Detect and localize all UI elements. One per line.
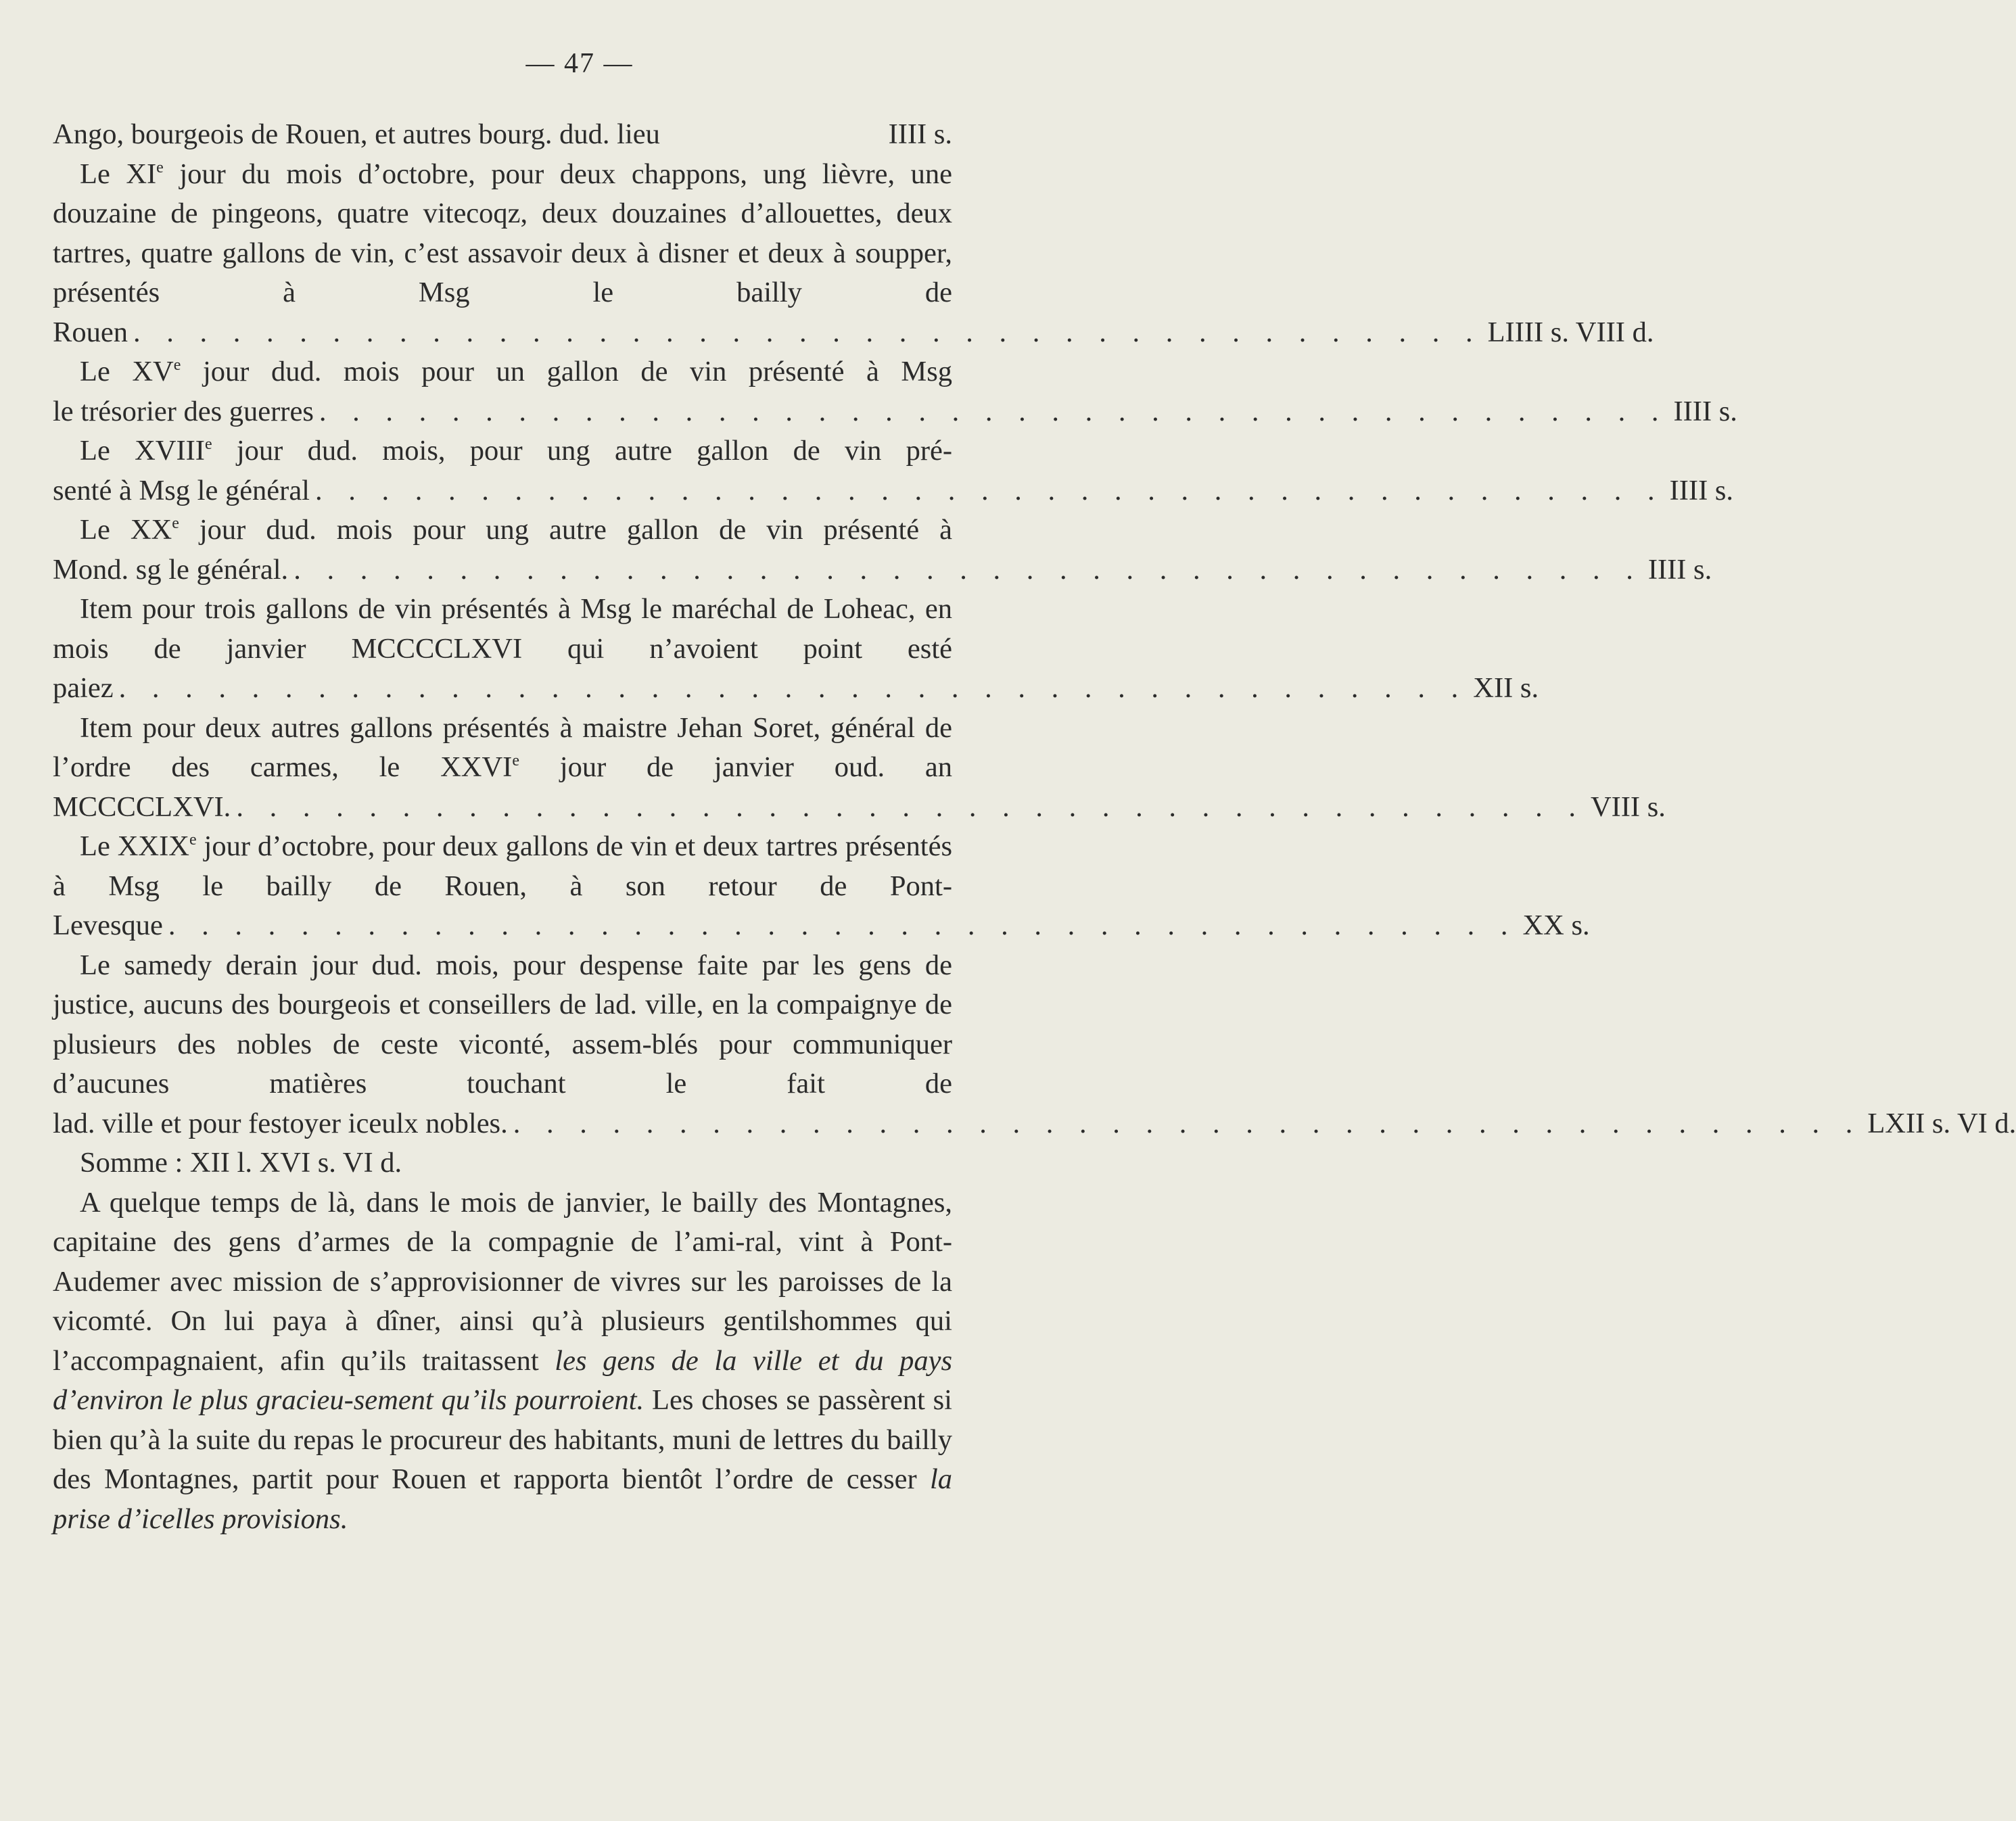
somme-line: Somme : XII l. XVI s. VI d. [80,1147,402,1179]
entry-amount: XII s. [1473,672,1539,704]
paragraph: Item pour deux autres gallons présentés à maistre Jehan Soret, général de l’ordre des carmes, le XXVIe jour de janvier oud. an [53,711,953,783]
entry-line: Levesque . . . . . . . . . . . . . . . . . . . . . . . . . . . . . . . . . . . . . . . . . XX s. [53,906,952,946]
entry-amount: XX s. [1522,909,1590,941]
page-number: — 47 — [525,48,634,79]
dot-leader: . . . . . . . . . . . . . . . . . . . . . . . . . . . . . . . . . . . . . . . . . [513,1107,1862,1139]
entry-line: senté à Msg le général . . . . . . . . . . . . . . . . . . . . . . . . . . . . . . . . . . . . . . . . . IIII s. [53,471,952,511]
entry-text: Ango, bourgeois de Rouen, et autres bourg. dud. lieu [53,118,660,150]
dot-leader: . . . . . . . . . . . . . . . . . . . . . . . . . . . . . . . . . . . . . . . . . [168,909,1518,941]
paragraph: Le XVe jour dud. mois pour un gallon de vin présenté à Msg [80,356,953,387]
paragraph: Le samedy derain jour dud. mois, pour despense faite par les gens de justice, aucuns des bourgeois et conseillers de lad. ville, en la compaignye de plusieurs des nobles de ceste viconté, assem-blés pour communiquer d’aucunes matières touchant le fait de [53,949,952,1099]
entry-amount: LIIII s. VIII d. [1487,316,1654,348]
dot-leader: . . . . . . . . . . . . . . . . . . . . . . . . . . . . . . . . . . . . . . . . . [315,474,1664,506]
quotation-italic: les gens de la ville et du pays d’environ le plus gracieu-sement qu’ils pourroient. [53,1344,952,1416]
entry-amount: VIII s. [1590,790,1666,823]
entry-line: paiez . . . . . . . . . . . . . . . . . . . . . . . . . . . . . . . . . . . . . . . . . XII s. [53,669,952,709]
narrative-paragraph: A quelque temps de là, dans le mois de janvier, le bailly des Montagnes, capitaine des gens d’armes de la compagnie de l’ami-ral, vint à Pont-Audemer avec mission de s’approvisionner de vivres sur les paroisses de la vicomté. On lui paya à dîner, ainsi qu’à plusieurs gentilshommes qui l’accompagnaient, afin qu’ils traitassent les gens de la ville et du pays d’environ le plus gracieu-sement qu’ils pourroient. Les choses se passèrent si bien qu’à la suite du repas le procureur des habitants, muni de lettres du bailly des Montagnes, partit pour Rouen et rapporta bientôt l’ordre de cesser la prise d’icelles provisions. [53,1186,952,1535]
entry-line: Rouen . . . . . . . . . . . . . . . . . . . . . . . . . . . . . . . . . . . . . . . . . LIIII s. VIII d. [53,313,952,353]
dot-leader: . . . . . . . . . . . . . . . . . . . . . . . . . . . . . . . . . . . . . . . . . [319,395,1668,427]
entry-amount: IIII s. [1647,553,1712,586]
entry-line [53,115,952,155]
entry-amount: LXII s. VI d. [1867,1107,2016,1139]
paragraph: Item pour trois gallons de vin présentés à Msg le maréchal de Loheac, en mois de janvier MCCCCLXVI qui n’avoient point esté [53,593,952,665]
paragraph: Le XXe jour dud. mois pour ung autre gallon de vin présenté à [80,514,953,546]
entry-amount: IIII s. [888,118,952,150]
entry-line: lad. ville et pour festoyer iceulx nobles. . . . . . . . . . . . . . . . . . . . . . . . . . . . . . . . . . . . . . . . . . LXII s. VI d. [53,1104,952,1144]
entry-line: le trésorier des guerres . . . . . . . . . . . . . . . . . . . . . . . . . . . . . . . . . . . . . . . . . IIII s. [53,392,952,432]
paragraph: Le XIe jour du mois d’octobre, pour deux chappons, ung lièvre, une douzaine de pingeons, quatre vitecoqz, deux douzaines d’allouettes, deux tartres, quatre gallons de vin, c’est assavoir deux à disner et deux à soupper, présentés à Msg le bailly de [53,158,952,308]
entry-line: Mond. sg le général. . . . . . . . . . . . . . . . . . . . . . . . . . . . . . . . . . . . . . . . . . IIII s. [53,550,952,590]
dot-leader: . . . . . . . . . . . . . . . . . . . . . . . . . . . . . . . . . . . . . . . . . [118,672,1468,704]
dot-leader: . . . . . . . . . . . . . . . . . . . . . . . . . . . . . . . . . . . . . . . . . [294,553,1643,586]
paragraph: Le XXIXe jour d’octobre, pour deux gallons de vin et deux tartres présentés à Msg le bailly de Rouen, à son retour de Pont- [53,830,952,902]
quotation-italic: la prise d’icelles provisions. [53,1463,952,1535]
entry-amount: IIII s. [1669,474,1734,506]
entry-line: MCCCCLXVI. . . . . . . . . . . . . . . . . . . . . . . . . . . . . . . . . . . . . . . . . . VIII s. [53,788,952,828]
paragraph: Le XVIIIe jour dud. mois, pour ung autre gallon de vin pré- [80,435,952,467]
entry-amount: IIII s. [1673,395,1737,427]
dot-leader: . . . . . . . . . . . . . . . . . . . . . . . . . . . . . . . . . . . . . . . . . [133,316,1482,348]
dot-leader: . . . . . . . . . . . . . . . . . . . . . . . . . . . . . . . . . . . . . . . . . [236,790,1585,823]
body-text [53,115,2016,1539]
